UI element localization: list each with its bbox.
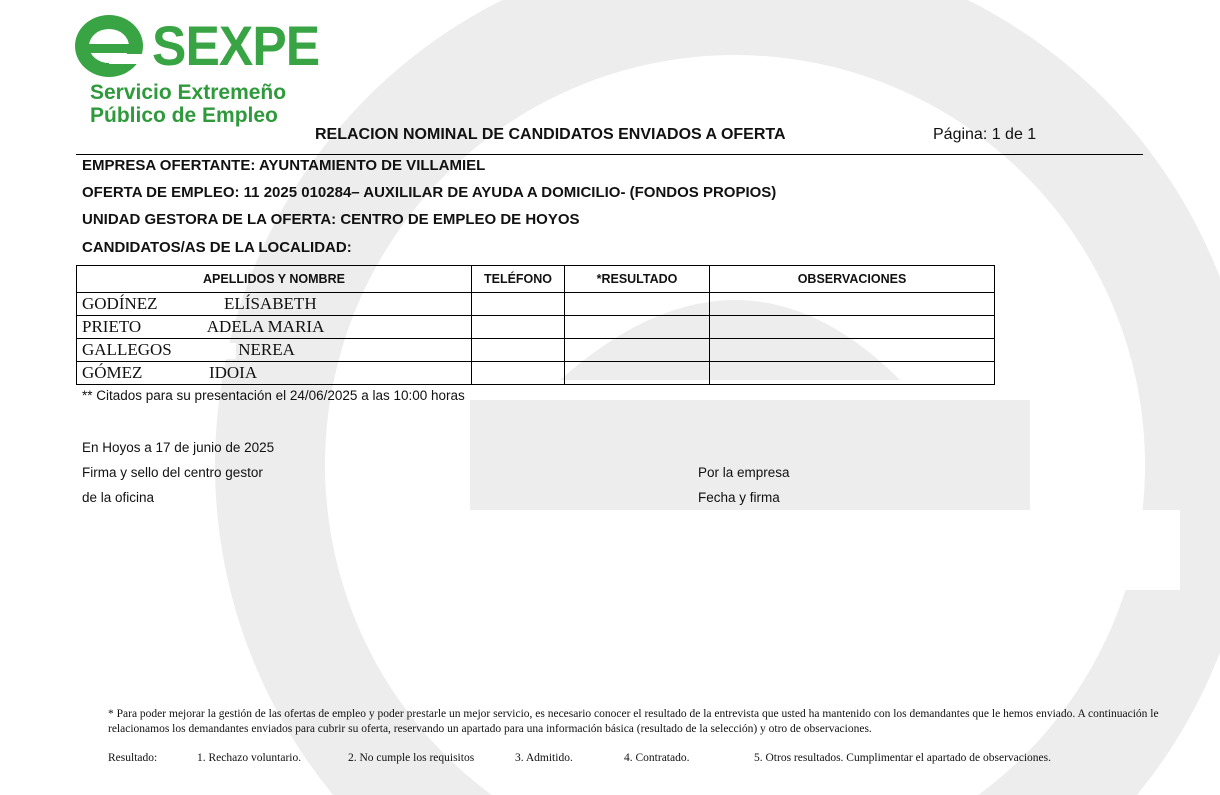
- candidate-result: [565, 339, 710, 362]
- logo-line1: Servicio Extremeño: [90, 81, 287, 104]
- redaction-mark: [176, 345, 234, 357]
- result-option-1: 1. Rechazo voluntario.: [197, 752, 302, 764]
- footnote: * Para poder mejorar la gestión de las ofertas de empleo y poder prestarle un mejor servicio, es necesario conocer el resultado de la entrevista que usted ha mantenido con los demandantes que le hemos enviado. A continuación le relacionamos los demandantes enviados para cubrir su oferta, reservando un apartado para una información básica (resultado de la selección) y otro de observaciones.: [108, 708, 1159, 735]
- citation-note: ** Citados para su presentación el 24/06/2025 a las 10:00 horas: [82, 388, 465, 403]
- col-header-result: *RESULTADO: [565, 266, 710, 293]
- signature-right-line1: Por la empresa: [698, 465, 790, 480]
- candidate-result: [565, 362, 710, 385]
- name-last: NEREA: [238, 340, 295, 359]
- candidatos-heading: CANDIDATOS/AS DE LA LOCALIDAD:: [82, 239, 352, 256]
- empresa-line: EMPRESA OFERTANTE: AYUNTAMIENTO DE VILLAMIEL: [82, 157, 486, 174]
- candidate-observations: [710, 316, 995, 339]
- table-row: [77, 339, 995, 362]
- candidates-table: [76, 265, 995, 385]
- name-first: GALLEGOS: [82, 340, 172, 359]
- col-header-phone: TELÉFONO: [472, 266, 565, 293]
- table-row: [77, 362, 995, 385]
- col-header-name: APELLIDOS Y NOMBRE: [77, 266, 472, 293]
- signature-right-line2: Fecha y firma: [698, 490, 780, 505]
- result-option-5: 5. Otros resultados. Cumplimentar el apartado de observaciones.: [754, 752, 1052, 764]
- name-first: GODÍNEZ: [82, 294, 158, 313]
- table-row: [77, 316, 995, 339]
- signature-left-line1: Firma y sello del centro gestor: [82, 465, 263, 480]
- candidate-observations: [710, 362, 995, 385]
- header-rule: [76, 154, 1143, 155]
- result-option-3: 3. Admitido.: [515, 752, 573, 764]
- name-last: ADELA MARIA: [206, 317, 325, 336]
- name-last: ELÍSABETH: [224, 294, 317, 313]
- page-number: Página: 1 de 1: [933, 126, 1037, 143]
- oferta-line: OFERTA DE EMPLEO: 11 2025 010284– AUXILILAR DE AYUDA A DOMICILIO- (FONDOS PROPIOS): [82, 184, 777, 201]
- candidate-observations: [710, 339, 995, 362]
- results-label: Resultado:: [108, 752, 158, 764]
- sexpe-logo: [74, 14, 320, 128]
- redaction-mark: [147, 368, 205, 380]
- candidate-phone: [472, 339, 565, 362]
- candidate-result: [565, 293, 710, 316]
- document-title: RELACION NOMINAL DE CANDIDATOS ENVIADOS A OFERTA: [315, 126, 786, 143]
- candidate-name: [77, 339, 472, 362]
- result-option-2: 2. No cumple los requisitos: [348, 752, 475, 764]
- candidate-phone: [472, 316, 565, 339]
- col-header-observations: OBSERVACIONES: [710, 266, 995, 293]
- signature-left-line2: de la oficina: [82, 490, 155, 505]
- table-header-row: [77, 266, 995, 293]
- candidate-phone: [472, 293, 565, 316]
- candidate-result: [565, 316, 710, 339]
- logo-brand: SEXPE: [152, 14, 320, 77]
- candidate-name: [77, 362, 472, 385]
- unidad-line: UNIDAD GESTORA DE LA OFERTA: CENTRO DE EMPLEO DE HOYOS: [82, 211, 580, 228]
- logo-line2: Público de Empleo: [90, 104, 278, 127]
- redaction-mark: [145, 322, 203, 334]
- name-first: GÓMEZ: [82, 363, 143, 382]
- sexpe-e-icon: [74, 14, 144, 78]
- table-row: [77, 293, 995, 316]
- name-last: IDOIA: [208, 363, 258, 382]
- place-date: En Hoyos a 17 de junio de 2025: [82, 440, 275, 455]
- candidate-name: [77, 316, 472, 339]
- redaction-mark: [162, 299, 220, 311]
- candidate-name: [77, 293, 472, 316]
- candidate-observations: [710, 293, 995, 316]
- result-option-4: 4. Contratado.: [624, 752, 690, 764]
- candidate-phone: [472, 362, 565, 385]
- name-first: PRIETO: [82, 317, 142, 336]
